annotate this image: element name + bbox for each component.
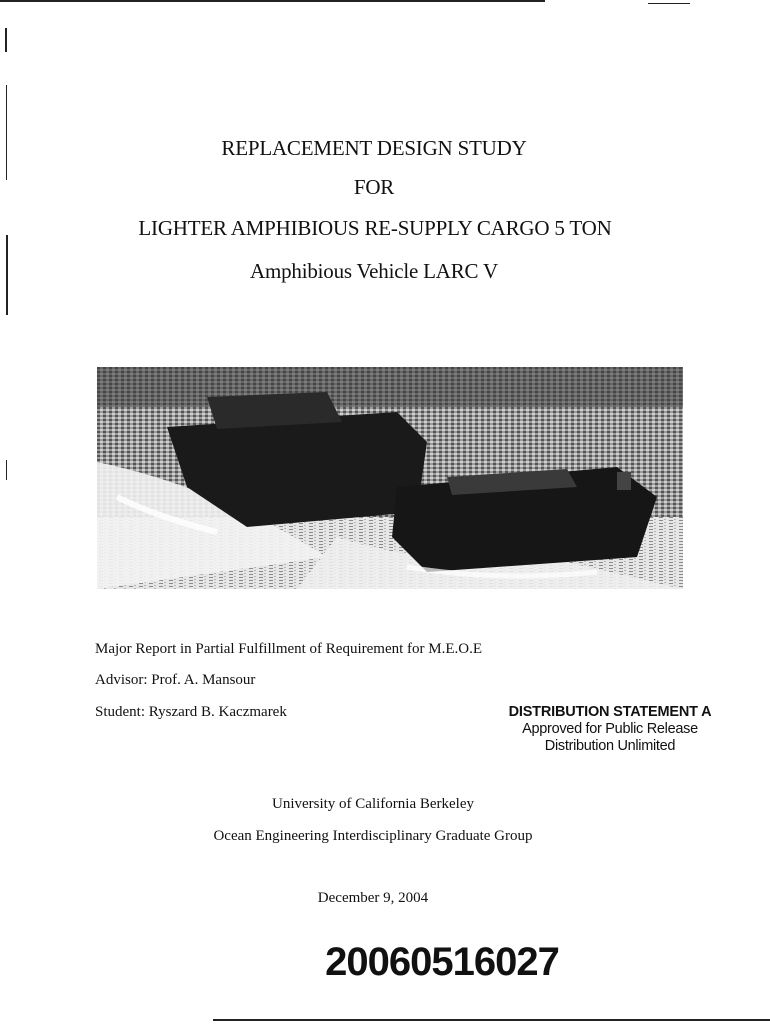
distribution-limit: Distribution Unlimited: [544, 738, 676, 754]
university-name: University of California Berkeley: [271, 796, 475, 812]
title-line-1: REPLACEMENT DESIGN STUDY: [221, 136, 527, 160]
scan-bottom-border: [213, 1019, 770, 1021]
report-statement: Major Report in Partial Fulfillment of Requirement for M.E.O.E: [95, 641, 483, 657]
report-date: December 9, 2004: [317, 890, 429, 906]
document-number: 20060516027: [325, 940, 559, 984]
scan-top-dash: [648, 3, 690, 4]
title-line-2: FOR: [353, 175, 395, 199]
distribution-heading: DISTRIBUTION STATEMENT A: [508, 704, 712, 720]
advisor-line: Advisor: Prof. A. Mansour: [95, 672, 256, 688]
scan-left-mark-4: [6, 460, 7, 480]
graduate-group: Ocean Engineering Interdisciplinary Graduate Group: [213, 828, 533, 844]
student-line: Student: Ryszard B. Kaczmarek: [95, 704, 287, 720]
distribution-statement: [475, 704, 745, 755]
scan-top-border: [0, 0, 545, 2]
distribution-approval: Approved for Public Release: [522, 721, 698, 737]
title-line-4: Amphibious Vehicle LARC V: [250, 259, 498, 283]
vehicle-photo: [97, 367, 683, 589]
scan-left-mark-2: [6, 85, 7, 180]
title-line-3: LIGHTER AMPHIBIOUS RE-SUPPLY CARGO 5 TON: [138, 216, 612, 240]
scan-left-mark-1: [5, 28, 7, 52]
